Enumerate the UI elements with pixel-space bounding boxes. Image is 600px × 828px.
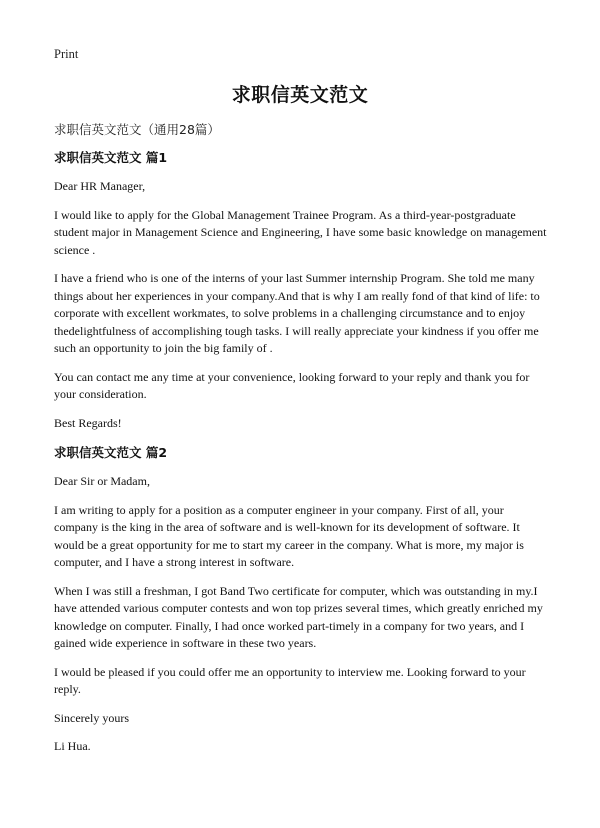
letter-salutation: Dear HR Manager, — [54, 179, 146, 193]
page-title: 求职信英文范文 — [231, 84, 369, 106]
letter-closing: Sincerely yours — [54, 710, 129, 725]
page-subtitle: 求职信英文范文（通用28篇） — [54, 122, 220, 137]
letter-paragraph: When I was still a freshman, I got Band Two certificate for computer, which was outstanding in my.I have attended various computer contests and won top prizes several times, which greatly enriched my knowledge on computer. Finally, I had once worked part-timely in a company for two years, and I gained wide experience in software in these two years. — [54, 583, 543, 650]
letter-paragraph: You can contact me any time at your convenience, looking forward to your reply and thank you for your consideration. — [54, 369, 530, 401]
letter-paragraph: I have a friend who is one of the interns of your last Summer internship Program. She told me many things about her experiences in your company.And that is why I am really fond of that kind of life: to corporate with excellent workmates, to solve problems in a challenging circumstance and to enjoy thedelightfulness of accomplishing tough tasks. I will really appreciate your kindness if you offer me such an opportunity to join the big family of . — [54, 271, 540, 355]
print-link[interactable]: Print — [54, 47, 79, 61]
letter-section-2 — [54, 445, 548, 756]
letter-section-1 — [54, 150, 548, 432]
letter-paragraph: I would like to apply for the Global Management Trainee Program. As a third-year-postgraduate student major in Management Science and Engineering, I have some basic knowledge on management science . — [54, 207, 547, 257]
letter-salutation: Dear Sir or Madam, — [54, 474, 150, 488]
section-heading: 求职信英文范文 篇2 — [54, 445, 168, 460]
letter-paragraph: I would be pleased if you could offer me an opportunity to interview me. Looking forward to your reply. — [54, 664, 526, 696]
letter-signature: Li Hua. — [54, 739, 91, 753]
section-heading: 求职信英文范文 篇1 — [54, 150, 168, 165]
document-body — [54, 150, 548, 767]
letter-closing: Best Regards! — [54, 415, 122, 430]
letter-paragraph: I am writing to apply for a position as a computer engineer in your company. First of all, your company is the king in the area of software and is well-known for its development of software. It would be a great opportunity for me to start my career in the company. What is more, my major is computer, and I have a strong interest in software. — [54, 502, 524, 569]
